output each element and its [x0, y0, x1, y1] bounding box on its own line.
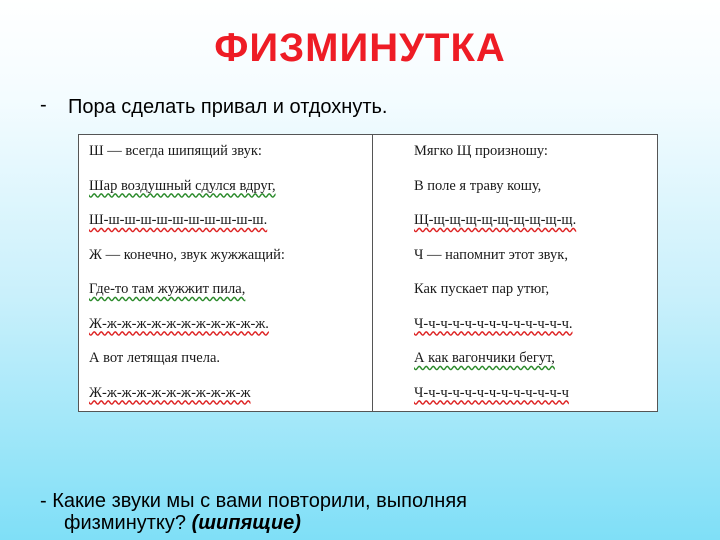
- poem-line: Ш — всегда шипящий звук:: [89, 143, 262, 159]
- question-line-2: [40, 512, 700, 534]
- poem-line: А вот летящая пчела.: [89, 350, 221, 366]
- poem-line: В поле я траву кошу,: [414, 177, 542, 194]
- poem-line: Ж — конечно, звук жужжащий:: [89, 246, 285, 263]
- poem-table: [78, 134, 658, 412]
- bullet-dash: -: [40, 94, 47, 116]
- poem-line: Где-то там жужжит пила,: [89, 281, 246, 297]
- poem-line: Мягко Щ произношу:: [414, 143, 548, 159]
- poem-line: Как пускает пар утюг,: [414, 281, 550, 297]
- column-divider: [372, 135, 373, 411]
- poem-line: Ч-ч-ч-ч-ч-ч-ч-ч-ч-ч-ч-ч-ч: [414, 384, 569, 401]
- poem-line: Ч-ч-ч-ч-ч-ч-ч-ч-ч-ч-ч-ч-ч.: [414, 315, 573, 332]
- question-line-1: - Какие звуки мы с вами повторили, выполняя: [40, 490, 468, 512]
- poem-line: Ш-ш-ш-ш-ш-ш-ш-ш-ш-ш-ш.: [89, 212, 268, 228]
- poem-left-column: [89, 141, 285, 417]
- poem-line: Шар воздушный сдулся вдруг,: [89, 177, 276, 194]
- question-line-2-text: физминутку?: [64, 512, 187, 534]
- intro-text: Пора сделать привал и отдохнуть.: [68, 96, 388, 118]
- question-block: [40, 490, 700, 534]
- poem-line: Ж-ж-ж-ж-ж-ж-ж-ж-ж-ж-ж: [89, 384, 251, 401]
- poem-line: Щ-щ-щ-щ-щ-щ-щ-щ-щ-щ.: [414, 212, 577, 228]
- poem-line: А как вагончики бегут,: [414, 350, 555, 366]
- answer-text: (шипящие): [191, 512, 301, 534]
- slide-title: ФИЗМИНУТКА: [214, 26, 506, 70]
- poem-right-column: [414, 141, 576, 417]
- poem-line: Ч — напомнит этот звук,: [414, 246, 568, 263]
- poem-line: Ж-ж-ж-ж-ж-ж-ж-ж-ж-ж-ж-ж.: [89, 315, 269, 332]
